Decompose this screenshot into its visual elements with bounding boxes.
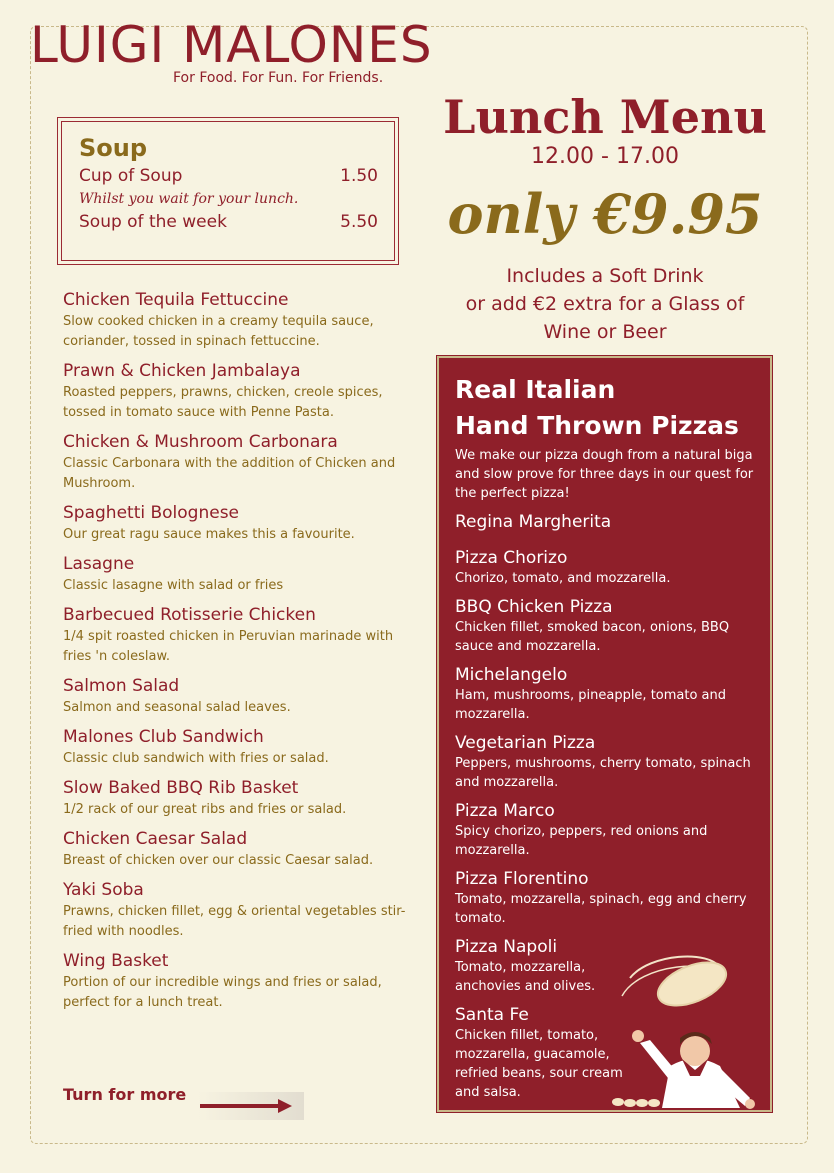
- menu-item-desc: Prawns, chicken fillet, egg & oriental vegetables stir-fried with noodles.: [63, 904, 406, 939]
- soup-section: [57, 117, 399, 265]
- pizza-name: Michelangelo: [455, 665, 568, 685]
- pizza-title: Real Italian: [455, 375, 616, 404]
- logo: [30, 16, 433, 90]
- pizza-desc: Chicken fillet, tomato, mozzarella, guacamole, refried beans, sour cream and salsa.: [455, 1028, 623, 1100]
- pizza-desc: Chorizo, tomato, and mozzarella.: [455, 571, 671, 586]
- soup-item-price: 1.50: [340, 166, 378, 186]
- menu-item-desc: Classic Carbonara with the addition of Chicken and Mushroom.: [63, 456, 396, 491]
- soup-item: [79, 210, 378, 234]
- soup-item-name: Cup of Soup: [79, 166, 183, 186]
- pizza-name: Vegetarian Pizza: [455, 733, 596, 753]
- lunch-menu-title: Lunch Menu: [443, 90, 767, 144]
- menu-item-desc: Our great ragu sauce makes this a favourite.: [63, 527, 355, 542]
- menu-item-name: Slow Baked BBQ Rib Basket: [63, 778, 299, 798]
- pizza-name: BBQ Chicken Pizza: [455, 597, 613, 617]
- logo-wordmark: LUIGI MALONES: [30, 16, 433, 74]
- soup-item-note: Whilst you wait for your lunch.: [79, 191, 299, 207]
- menu-item: [63, 552, 408, 596]
- pizza-desc: Chicken fillet, smoked bacon, onions, BBQ sauce and mozzarella.: [455, 620, 730, 654]
- menu-item-name: Barbecued Rotisserie Chicken: [63, 605, 316, 625]
- pizza-item: [455, 596, 756, 656]
- menu-item-name: Yaki Soba: [63, 880, 144, 900]
- pizza-item: [455, 936, 615, 996]
- pizza-intro: We make our pizza dough from a natural biga and slow prove for three days in our quest for the perfect pizza!: [455, 448, 754, 501]
- includes-line: Wine or Beer: [543, 321, 667, 343]
- pizza-name: Pizza Napoli: [455, 937, 558, 957]
- pizza-item: [455, 868, 756, 928]
- menu-item-desc: Portion of our incredible wings and fries or salad, perfect for a lunch treat.: [63, 975, 382, 1010]
- lunch-menu-list: [63, 288, 408, 1020]
- menu-item-name: Chicken & Mushroom Carbonara: [63, 432, 338, 452]
- lunch-hours: 12.00 - 17.00: [531, 144, 679, 169]
- menu-item-name: Malones Club Sandwich: [63, 727, 264, 747]
- menu-item-desc: Salmon and seasonal salad leaves.: [63, 700, 291, 715]
- menu-item: [63, 949, 408, 1013]
- arrow-right-icon: [196, 1090, 306, 1122]
- menu-item-desc: 1/4 spit roasted chicken in Peruvian marinade with fries 'n coleslaw.: [63, 629, 394, 664]
- soup-title: Soup: [79, 134, 148, 162]
- includes-line: Includes a Soft Drink: [506, 265, 704, 287]
- menu-item-desc: Slow cooked chicken in a creamy tequila sauce, coriander, tossed in spinach fettuccine.: [63, 314, 374, 349]
- menu-item-name: Chicken Tequila Fettuccine: [63, 290, 289, 310]
- menu-item: [63, 725, 408, 769]
- menu-item: [63, 827, 408, 871]
- pizza-item: [455, 547, 756, 588]
- pizza-chef-illustration: [600, 948, 770, 1113]
- pizza-name: Santa Fe: [455, 1005, 529, 1025]
- menu-item-name: Wing Basket: [63, 951, 169, 971]
- menu-item: [63, 430, 408, 494]
- menu-item-name: Spaghetti Bolognese: [63, 503, 240, 523]
- menu-item: [63, 501, 408, 545]
- menu-item: [63, 603, 408, 667]
- soup-item: [79, 164, 378, 188]
- menu-item: [63, 776, 408, 820]
- pizza-desc: Peppers, mushrooms, cherry tomato, spinach and mozzarella.: [455, 756, 751, 790]
- includes-line: or add €2 extra for a Glass of: [465, 293, 745, 315]
- pizza-desc: Tomato, mozzarella, spinach, egg and cherry tomato.: [455, 892, 747, 926]
- includes-note: [440, 262, 770, 346]
- menu-item: [63, 288, 408, 352]
- pizza-desc: Tomato, mozzarella, anchovies and olives.: [455, 960, 596, 994]
- pizza-name: Regina Margherita: [455, 512, 612, 532]
- menu-item: [63, 359, 408, 423]
- pizza-item: [455, 732, 756, 792]
- pizza-item: [455, 511, 756, 533]
- pizza-name: Pizza Marco: [455, 801, 555, 821]
- menu-item-desc: Breast of chicken over our classic Caesar salad.: [63, 853, 374, 868]
- menu-item-desc: 1/2 rack of our great ribs and fries or salad.: [63, 802, 347, 817]
- menu-item: [63, 878, 408, 942]
- menu-item-name: Lasagne: [63, 554, 135, 574]
- menu-item-name: Chicken Caesar Salad: [63, 829, 248, 849]
- pizza-name: Pizza Chorizo: [455, 548, 568, 568]
- pizza-desc: Ham, mushrooms, pineapple, tomato and mozzarella.: [455, 688, 727, 722]
- menu-item-desc: Classic lasagne with salad or fries: [63, 578, 284, 593]
- lunch-price: only €9.95: [447, 182, 763, 246]
- menu-item-name: Prawn & Chicken Jambalaya: [63, 361, 301, 381]
- menu-item-name: Salmon Salad: [63, 676, 180, 696]
- tagline: For Food. For Fun. For Friends.: [173, 70, 384, 86]
- soup-item-name: Soup of the week: [79, 212, 227, 232]
- pizza-item: [455, 664, 756, 724]
- pizza-desc: Spicy chorizo, peppers, red onions and mozzarella.: [455, 824, 708, 858]
- pizza-title: Hand Thrown Pizzas: [455, 411, 739, 440]
- pizza-item: [455, 800, 756, 860]
- turn-for-more-label: Turn for more: [63, 1085, 187, 1104]
- soup-item-price: 5.50: [340, 212, 378, 232]
- menu-item: [63, 674, 408, 718]
- menu-item-desc: Roasted peppers, prawns, chicken, creole spices, tossed in tomato sauce with Penne Pasta.: [63, 385, 383, 420]
- pizza-name: Pizza Florentino: [455, 869, 589, 889]
- menu-item-desc: Classic club sandwich with fries or salad.: [63, 751, 329, 766]
